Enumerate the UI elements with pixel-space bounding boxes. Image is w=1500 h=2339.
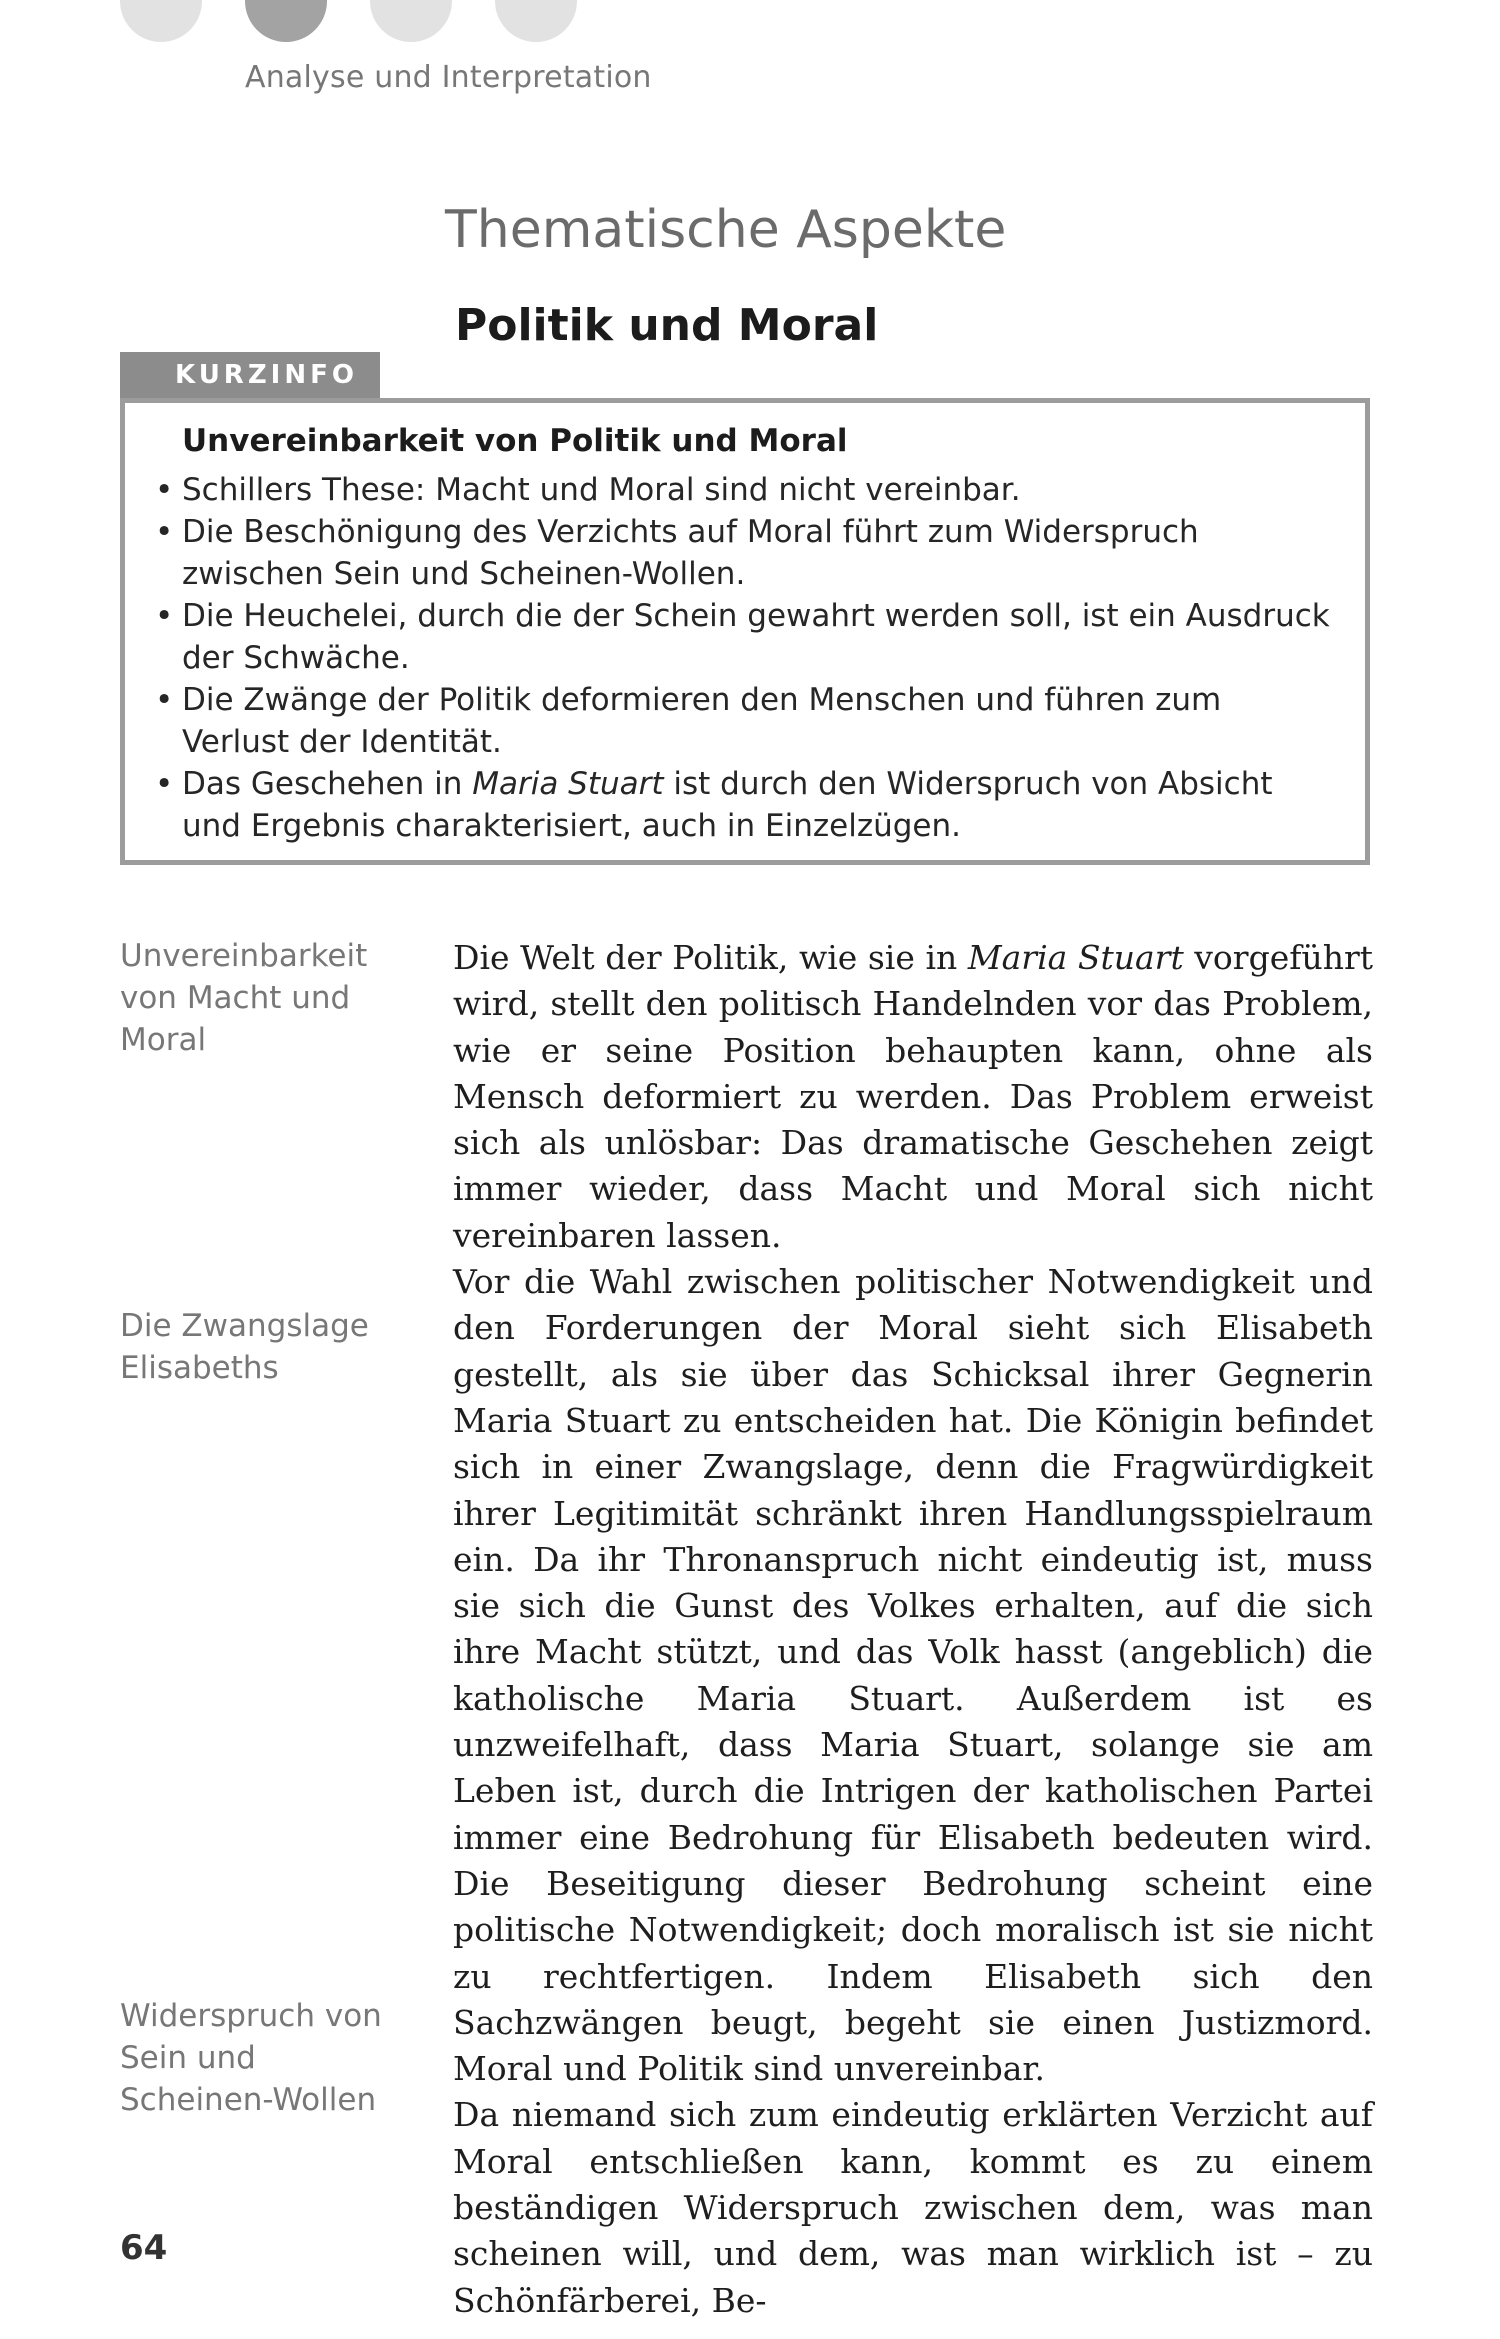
running-head: Analyse und Interpretation <box>245 60 652 95</box>
page-number: 64 <box>120 2228 168 2268</box>
paragraph: Vor die Wahl zwischen politischer Notwendigkeit und den Forderungen der Moral sieht sich Elisabeth gestellt, als sie über das Schicksal ihrer Gegnerin Maria Stuart zu entscheiden hat. Die Königin befindet sich in einer Zwangslage, denn die Fragwürdigkeit ihrer Legitimität schränkt ihren Handlungsspielraum ein. Da ihr Thronanspruch nicht eindeutig ist, muss sie sich die Gunst des Volkes erhalten, auf die sich ihre Macht stützt, und das Volk hasst (angeblich) die katholische Maria Stuart. Außerdem ist es unzweifelhaft, dass Maria Stuart, solange sie am Leben ist, durch die Intrigen der katholischen Partei immer eine Bedrohung für Elisabeth bedeuten wird. Die Beseitigung dieser Bedrohung scheint eine politische Notwendigkeit; doch moralisch ist sie nicht zu rechtfertigen. Indem Elisabeth sich den Sachzwängen beugt, begeht sie einen Justizmord. Moral und Politik sind unvereinbar. <box>453 1262 1373 2089</box>
kurzinfo-item-text: Das Geschehen in <box>182 766 473 802</box>
nav-dot-active <box>245 0 327 42</box>
chapter-title: Thematische Aspekte <box>445 200 1007 260</box>
kurzinfo-title: Unvereinbarkeit von Politik und Moral <box>182 423 848 459</box>
margin-note: Widerspruch von Sein und Scheinen-Wollen <box>120 1998 382 2118</box>
kurzinfo-item: • Schillers These: Macht und Moral sind nicht vereinbar. <box>155 469 1337 511</box>
kurzinfo-tab: KURZINFO <box>120 352 380 398</box>
kurzinfo-item-text: ist durch den Widerspruch von Absicht und Ergebnis charakterisiert, auch in Einzelzügen. <box>182 766 1273 844</box>
paragraph-text: Die Welt der Politik, wie sie in <box>453 938 968 977</box>
kurzinfo-item <box>155 763 1337 847</box>
margin-note: Unvereinbarkeit von Macht und Moral <box>120 938 368 1058</box>
margin-note: Die Zwangslage Elisabeths <box>120 1308 369 1386</box>
kurzinfo-item: • Die Zwänge der Politik deformieren den Menschen und führen zum Verlust der Identität. <box>155 679 1337 763</box>
kurzinfo-item: • Die Beschönigung des Verzichts auf Moral führt zum Widerspruch zwischen Sein und Scheinen-Wollen. <box>155 511 1337 595</box>
kurzinfo-item: • Die Heuchelei, durch die der Schein gewahrt werden soll, ist ein Ausdruck der Schwäche. <box>155 595 1337 679</box>
nav-dot <box>370 0 452 42</box>
paragraph: Da niemand sich zum eindeutig erklärten Verzicht auf Moral entschließen kann, kommt es zu einem beständigen Widerspruch zwischen dem, was man scheinen will, und dem, was man wirklich ist – zu Schönfärberei, Be- <box>453 2095 1373 2320</box>
paragraph <box>453 935 1373 1259</box>
nav-dot <box>495 0 577 42</box>
section-title: Politik und Moral <box>455 300 879 351</box>
nav-dot <box>120 0 202 42</box>
work-title: Maria Stuart <box>472 766 664 802</box>
kurzinfo-list <box>155 469 1337 847</box>
body-text <box>453 935 1373 2324</box>
kurzinfo-box <box>120 398 1370 865</box>
work-title: Maria Stuart <box>967 938 1184 977</box>
paragraph-text: vorgeführt wird, stellt den politisch Handelnden vor das Problem, wie er seine Position behaupten kann, ohne als Mensch deformiert zu werden. Das Problem erweist sich als unlösbar: Das dramatische Geschehen zeigt immer wieder, dass Macht und Moral sich nicht vereinbaren lassen. <box>453 938 1373 1255</box>
